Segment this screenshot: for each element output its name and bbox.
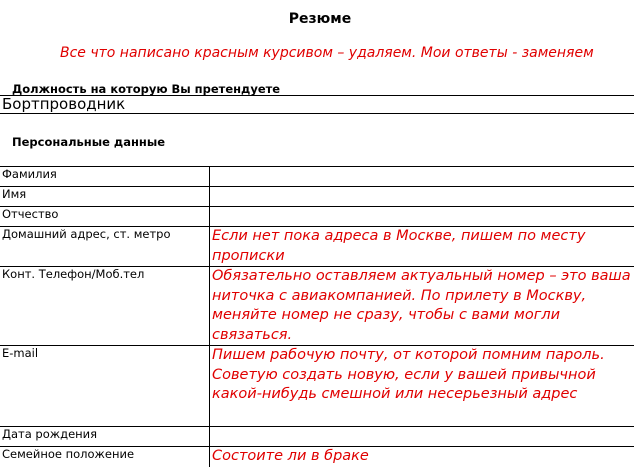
row-label-patronymic: Отчество — [0, 207, 210, 227]
position-value[interactable]: Бортпроводник — [2, 95, 126, 113]
instruction-note: Все что написано красным курсивом – удаляем. Мои ответы - заменяем — [60, 45, 594, 61]
table-row-address — [0, 227, 634, 267]
row-label-surname: Фамилия — [0, 167, 210, 187]
row-value-surname[interactable] — [210, 167, 635, 187]
position-bottom-border — [0, 113, 634, 114]
row-label-marital-status: Семейное положение — [0, 447, 210, 467]
position-label: Должность на которую Вы претендуете — [12, 82, 281, 96]
row-label-birthdate: Дата рождения — [0, 427, 210, 447]
table-row-patronymic — [0, 207, 634, 227]
table-row-phone — [0, 267, 634, 346]
row-value-address[interactable]: Если нет пока адреса в Москве, пишем по месту прописки — [210, 227, 635, 267]
table-row-name — [0, 187, 634, 207]
row-label-phone: Конт. Телефон/Моб.тел — [0, 267, 210, 346]
row-value-patronymic[interactable] — [210, 207, 635, 227]
personal-data-table — [0, 166, 634, 467]
row-value-birthdate[interactable] — [210, 427, 635, 447]
row-label-name: Имя — [0, 187, 210, 207]
table-row-birthdate — [0, 427, 634, 447]
table-row-email — [0, 346, 634, 427]
row-value-email[interactable]: Пишем рабочую почту, от которой помним пароль. Советую создать новую, если у вашей привычной какой-нибудь смешной или несерьезный адрес — [210, 346, 635, 427]
personal-data-heading: Персональные данные — [12, 135, 166, 149]
row-label-email: E-mail — [0, 346, 210, 427]
table-row-surname — [0, 167, 634, 187]
row-value-phone[interactable]: Обязательно оставляем актуальный номер – это ваша ниточка с авиакомпанией. По прилету в Москву, меняйте номер не сразу, чтобы с вами могли связаться. — [210, 267, 635, 346]
row-value-name[interactable] — [210, 187, 635, 207]
row-value-marital-status[interactable]: Состоите ли в браке — [210, 447, 635, 467]
row-label-address: Домашний адрес, ст. метро — [0, 227, 210, 267]
table-row-marital-status — [0, 447, 634, 467]
document-title: Резюме — [288, 11, 352, 27]
